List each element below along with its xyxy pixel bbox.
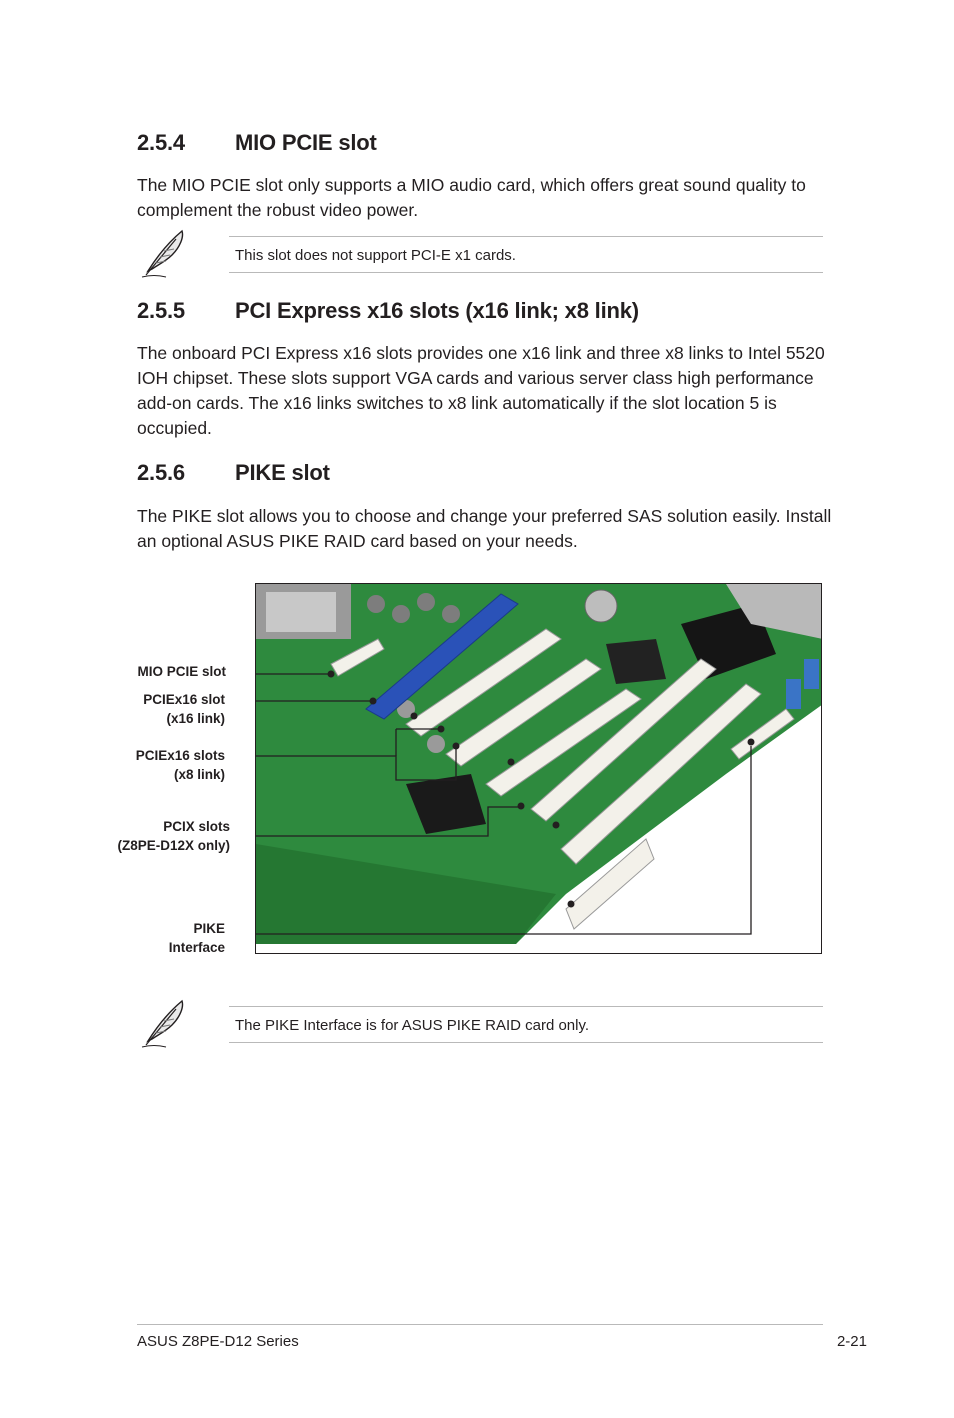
sata-port <box>804 659 819 689</box>
page-number: 2-21 <box>836 1333 867 1350</box>
callout-dot <box>438 726 445 733</box>
callout-line: PCIEx16 slot <box>143 692 225 707</box>
capacitor <box>367 595 385 613</box>
callout-dot <box>328 671 335 678</box>
section-title: PIKE slot <box>235 460 330 485</box>
callout-dot <box>518 803 525 810</box>
callout-line: PCIEx16 slots <box>135 748 225 763</box>
motherboard-illustration <box>256 584 822 954</box>
feather-pen-icon <box>136 995 192 1051</box>
note-box <box>229 236 823 273</box>
callout-dot <box>370 698 377 705</box>
note-text: The PIKE Interface is for ASUS PIKE RAID card only. <box>235 1017 590 1034</box>
note-text: This slot does not support PCI-E x1 cards. <box>235 247 516 264</box>
section-heading <box>137 298 639 324</box>
feather-pen-icon <box>136 225 192 281</box>
callout-line: MIO PCIE slot <box>137 664 226 679</box>
callout-dot <box>411 713 418 720</box>
sata-port <box>786 679 801 709</box>
capacitor <box>427 735 445 753</box>
chip <box>606 639 666 684</box>
footer-product: ASUS Z8PE-D12 Series <box>137 1333 299 1350</box>
section-number: 2.5.4 <box>137 130 185 155</box>
cpu-socket-inner <box>266 592 336 632</box>
motherboard-figure <box>255 583 822 954</box>
section-title: PCI Express x16 slots (x16 link; x8 link) <box>235 298 639 323</box>
callout-mio-pcie-slot <box>120 662 226 681</box>
note-box <box>229 1006 823 1043</box>
callout-dot <box>453 743 460 750</box>
footer-divider <box>137 1324 823 1325</box>
section-number: 2.5.6 <box>137 460 185 485</box>
section-title: MIO PCIE slot <box>235 130 377 155</box>
callout-dot <box>553 822 560 829</box>
section-heading <box>137 460 330 486</box>
callout-line: PCIX slots <box>163 819 230 834</box>
callout-line: (x8 link) <box>173 767 225 782</box>
capacitor <box>442 605 460 623</box>
callout-line: Interface <box>168 940 225 955</box>
capacitor <box>417 593 435 611</box>
section-body: The PIKE slot allows you to choose and change your preferred SAS solution easily. Install an optional ASUS PIKE RAID card based on your needs. <box>137 506 832 551</box>
section-heading <box>137 130 377 156</box>
callout-line: (x16 link) <box>166 711 225 726</box>
section-body: The onboard PCI Express x16 slots provides one x16 link and three x8 links to Intel 5520 IOH chipset. These slots support VGA cards and various server class high performance add-on cards. The x16 links switches to x8 link automatically if the slot location 5 is occupied. <box>137 343 825 438</box>
callout-line: (Z8PE-D12X only) <box>117 838 230 853</box>
callout-dot <box>508 759 515 766</box>
section-number: 2.5.5 <box>137 298 185 323</box>
cmos-battery <box>585 590 617 622</box>
callout-dot <box>568 901 575 908</box>
callout-dot <box>748 739 755 746</box>
callout-pcix-slots <box>100 817 230 855</box>
callout-pciex16-x8 <box>110 746 225 784</box>
callout-line: PIKE <box>193 921 225 936</box>
capacitor <box>392 605 410 623</box>
callout-pike-interface <box>120 919 225 957</box>
callout-pciex16-x16 <box>110 690 225 728</box>
section-body: The MIO PCIE slot only supports a MIO audio card, which offers great sound quality to complement the robust video power. <box>137 175 806 220</box>
